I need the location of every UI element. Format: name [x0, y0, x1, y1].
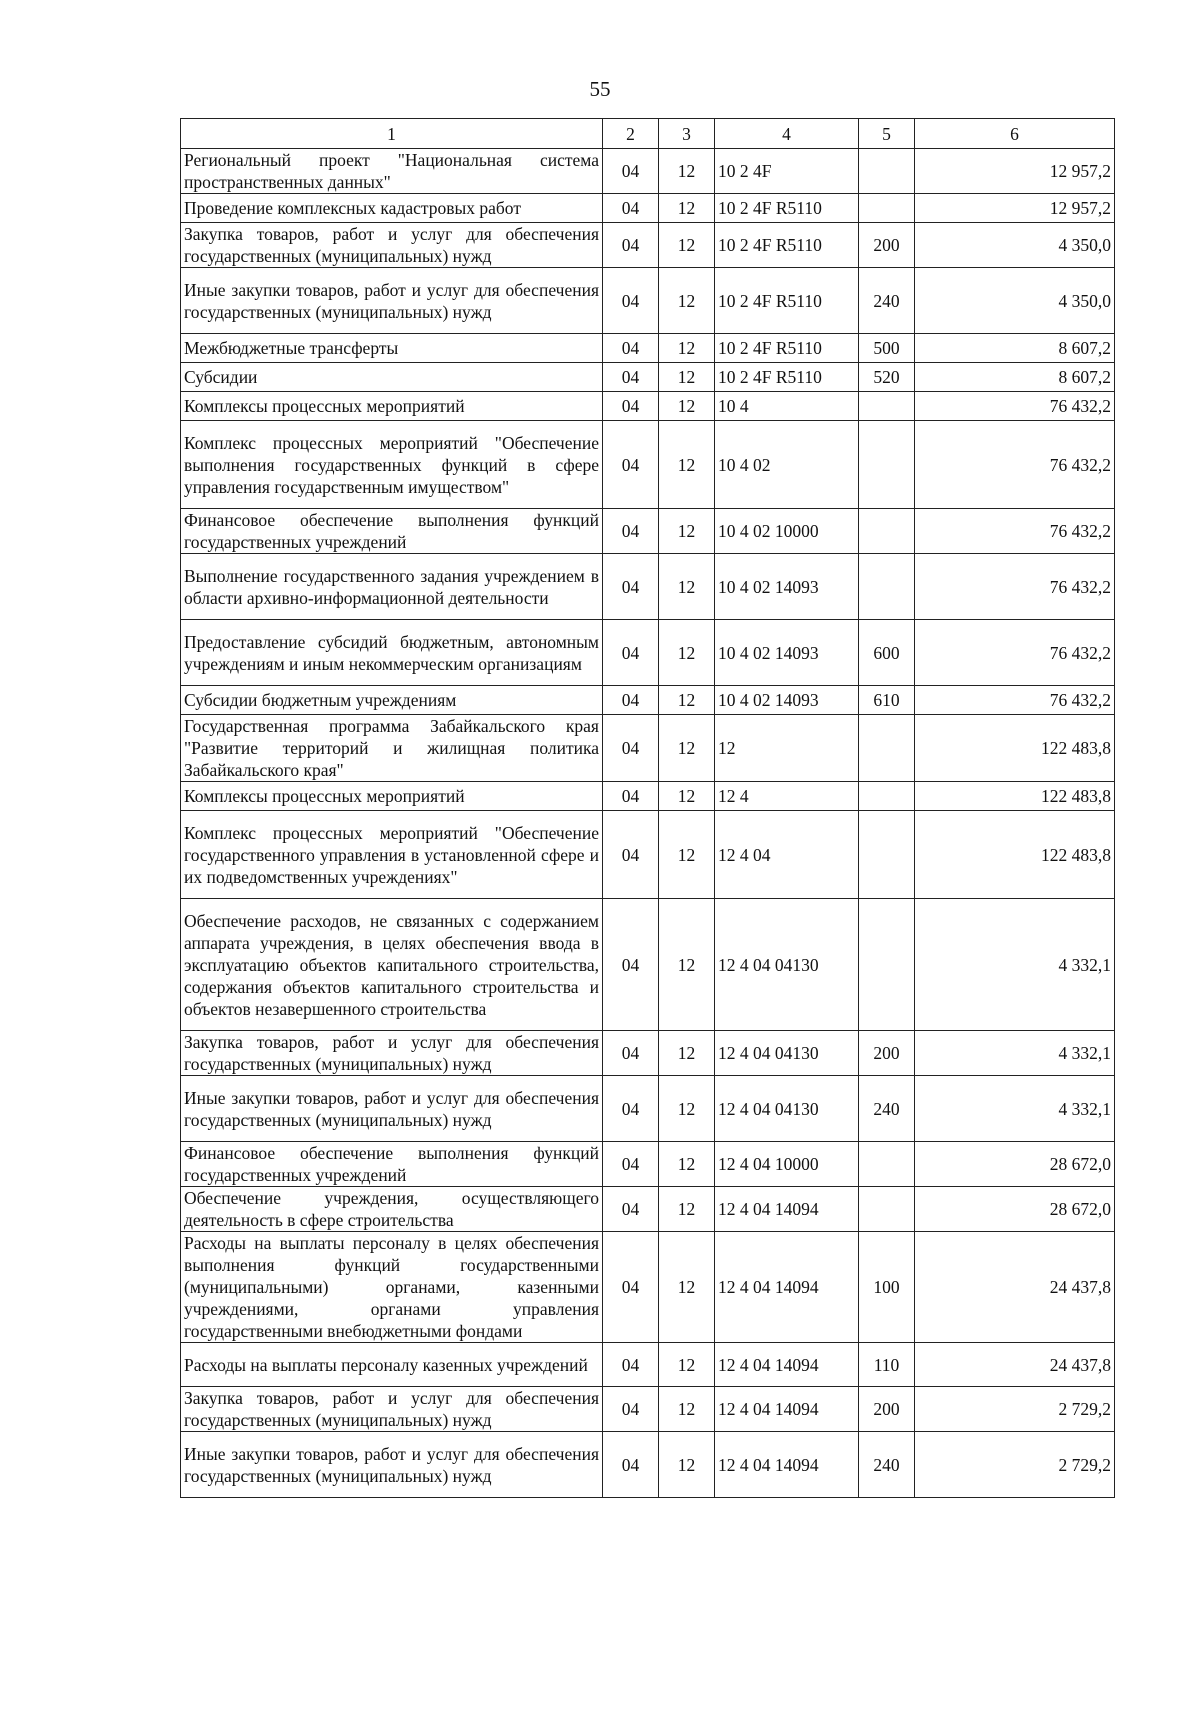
row-amount-cell: 4 332,1: [915, 1031, 1115, 1076]
row-code-2-cell: 04: [603, 620, 659, 686]
table-row: [181, 392, 1115, 421]
row-code-2-cell: 04: [603, 1232, 659, 1343]
row-code-4-cell: 10 4: [715, 392, 859, 421]
row-code-5-cell: 500: [859, 334, 915, 363]
table-header: [181, 119, 1115, 149]
row-code-3-cell: 12: [659, 686, 715, 715]
row-code-3-cell: 12: [659, 554, 715, 620]
row-code-3-cell: 12: [659, 899, 715, 1031]
row-code-5-cell: 240: [859, 268, 915, 334]
row-amount-cell: 76 432,2: [915, 620, 1115, 686]
row-name-cell: Иные закупки товаров, работ и услуг для обеспечения государственных (муниципальных) нужд: [181, 1432, 603, 1498]
row-code-3-cell: 12: [659, 1076, 715, 1142]
row-code-5-cell: [859, 715, 915, 782]
row-name-cell: Выполнение государственного задания учреждением в области архивно-информационной деятельности: [181, 554, 603, 620]
table-row: [181, 223, 1115, 268]
row-code-3-cell: 12: [659, 620, 715, 686]
row-code-3-cell: 12: [659, 268, 715, 334]
row-code-5-cell: [859, 392, 915, 421]
row-code-3-cell: 12: [659, 1031, 715, 1076]
row-code-5-cell: 200: [859, 1031, 915, 1076]
row-name-cell: Субсидии бюджетным учреждениям: [181, 686, 603, 715]
table-row: [181, 1432, 1115, 1498]
row-code-3-cell: 12: [659, 1387, 715, 1432]
row-amount-cell: 122 483,8: [915, 782, 1115, 811]
row-code-4-cell: 10 2 4F R5110: [715, 334, 859, 363]
row-amount-cell: 76 432,2: [915, 509, 1115, 554]
row-code-3-cell: 12: [659, 194, 715, 223]
row-code-3-cell: 12: [659, 811, 715, 899]
table-row: [181, 686, 1115, 715]
table-row: [181, 1031, 1115, 1076]
row-code-3-cell: 12: [659, 782, 715, 811]
row-code-4-cell: 12 4 04 04130: [715, 899, 859, 1031]
row-code-4-cell: 12: [715, 715, 859, 782]
row-name-cell: Комплексы процессных мероприятий: [181, 782, 603, 811]
table-row: [181, 149, 1115, 194]
row-name-cell: Обеспечение расходов, не связанных с содержанием аппарата учреждения, в целях обеспечения ввода в эксплуатацию объектов капитального строительства, содержания объектов капитального строительства и объектов незавершенного строительства: [181, 899, 603, 1031]
row-code-3-cell: 12: [659, 509, 715, 554]
row-amount-cell: 24 437,8: [915, 1232, 1115, 1343]
row-name-cell: Предоставление субсидий бюджетным, автономным учреждениям и иным некоммерческим организациям: [181, 620, 603, 686]
column-header-3: 3: [659, 119, 715, 149]
row-code-2-cell: 04: [603, 363, 659, 392]
budget-table: [180, 118, 1115, 1498]
row-name-cell: Субсидии: [181, 363, 603, 392]
row-amount-cell: 122 483,8: [915, 715, 1115, 782]
row-code-2-cell: 04: [603, 686, 659, 715]
table-row: [181, 334, 1115, 363]
row-code-5-cell: 240: [859, 1076, 915, 1142]
row-code-4-cell: 12 4: [715, 782, 859, 811]
row-name-cell: Комплекс процессных мероприятий "Обеспечение государственного управления в установленной сфере и их подведомственных учреждениях": [181, 811, 603, 899]
row-name-cell: Иные закупки товаров, работ и услуг для обеспечения государственных (муниципальных) нужд: [181, 268, 603, 334]
column-header-2: 2: [603, 119, 659, 149]
row-code-5-cell: 110: [859, 1343, 915, 1387]
row-code-5-cell: [859, 811, 915, 899]
table-row: [181, 1187, 1115, 1232]
row-name-cell: Региональный проект "Национальная система пространственных данных": [181, 149, 603, 194]
row-name-cell: Проведение комплексных кадастровых работ: [181, 194, 603, 223]
row-amount-cell: 28 672,0: [915, 1142, 1115, 1187]
row-code-2-cell: 04: [603, 1432, 659, 1498]
row-code-4-cell: 12 4 04 14094: [715, 1343, 859, 1387]
row-code-5-cell: [859, 509, 915, 554]
row-name-cell: Иные закупки товаров, работ и услуг для обеспечения государственных (муниципальных) нужд: [181, 1076, 603, 1142]
row-code-4-cell: 12 4 04 10000: [715, 1142, 859, 1187]
row-amount-cell: 4 332,1: [915, 1076, 1115, 1142]
row-code-4-cell: 12 4 04 14094: [715, 1432, 859, 1498]
row-code-2-cell: 04: [603, 782, 659, 811]
row-code-4-cell: 10 2 4F R5110: [715, 363, 859, 392]
table-row: [181, 1232, 1115, 1343]
column-header-6: 6: [915, 119, 1115, 149]
row-name-cell: Закупка товаров, работ и услуг для обеспечения государственных (муниципальных) нужд: [181, 223, 603, 268]
row-code-5-cell: [859, 194, 915, 223]
row-amount-cell: 24 437,8: [915, 1343, 1115, 1387]
row-amount-cell: 2 729,2: [915, 1387, 1115, 1432]
table-row: [181, 421, 1115, 509]
column-header-5: 5: [859, 119, 915, 149]
header-row: [181, 119, 1115, 149]
row-amount-cell: 28 672,0: [915, 1187, 1115, 1232]
row-code-3-cell: 12: [659, 1142, 715, 1187]
row-code-3-cell: 12: [659, 421, 715, 509]
row-code-5-cell: 520: [859, 363, 915, 392]
row-amount-cell: 122 483,8: [915, 811, 1115, 899]
row-code-2-cell: 04: [603, 392, 659, 421]
row-code-4-cell: 12 4 04 14094: [715, 1387, 859, 1432]
column-header-1: 1: [181, 119, 603, 149]
row-name-cell: Закупка товаров, работ и услуг для обеспечения государственных (муниципальных) нужд: [181, 1387, 603, 1432]
row-name-cell: Комплекс процессных мероприятий "Обеспечение выполнения государственных функций в сфере управления государственным имуществом": [181, 421, 603, 509]
table-row: [181, 715, 1115, 782]
table-row: [181, 554, 1115, 620]
row-name-cell: Межбюджетные трансферты: [181, 334, 603, 363]
row-code-3-cell: 12: [659, 363, 715, 392]
row-code-4-cell: 10 2 4F R5110: [715, 194, 859, 223]
row-code-2-cell: 04: [603, 334, 659, 363]
row-code-5-cell: [859, 782, 915, 811]
row-name-cell: Расходы на выплаты персоналу казенных учреждений: [181, 1343, 603, 1387]
row-amount-cell: 4 350,0: [915, 268, 1115, 334]
row-code-2-cell: 04: [603, 223, 659, 268]
row-code-5-cell: [859, 149, 915, 194]
row-code-4-cell: 10 4 02 14093: [715, 554, 859, 620]
row-code-5-cell: [859, 899, 915, 1031]
row-code-2-cell: 04: [603, 1142, 659, 1187]
row-amount-cell: 8 607,2: [915, 363, 1115, 392]
row-code-4-cell: 10 4 02: [715, 421, 859, 509]
row-name-cell: Обеспечение учреждения, осуществляющего деятельность в сфере строительства: [181, 1187, 603, 1232]
row-code-3-cell: 12: [659, 1232, 715, 1343]
row-code-2-cell: 04: [603, 1031, 659, 1076]
row-amount-cell: 76 432,2: [915, 686, 1115, 715]
row-code-5-cell: 610: [859, 686, 915, 715]
row-code-4-cell: 10 4 02 14093: [715, 620, 859, 686]
row-code-2-cell: 04: [603, 1076, 659, 1142]
row-amount-cell: 12 957,2: [915, 194, 1115, 223]
row-code-4-cell: 10 4 02 10000: [715, 509, 859, 554]
row-name-cell: Государственная программа Забайкальского края "Развитие территорий и жилищная политика Забайкальского края": [181, 715, 603, 782]
table-row: [181, 1076, 1115, 1142]
row-code-5-cell: 240: [859, 1432, 915, 1498]
column-header-4: 4: [715, 119, 859, 149]
row-name-cell: Комплексы процессных мероприятий: [181, 392, 603, 421]
row-code-2-cell: 04: [603, 268, 659, 334]
row-code-3-cell: 12: [659, 392, 715, 421]
row-code-2-cell: 04: [603, 899, 659, 1031]
table-row: [181, 899, 1115, 1031]
row-code-2-cell: 04: [603, 149, 659, 194]
row-code-4-cell: 10 2 4F R5110: [715, 268, 859, 334]
row-code-3-cell: 12: [659, 223, 715, 268]
row-code-4-cell: 12 4 04 04130: [715, 1076, 859, 1142]
table-row: [181, 363, 1115, 392]
table-body: [181, 149, 1115, 1498]
row-amount-cell: 76 432,2: [915, 554, 1115, 620]
row-code-3-cell: 12: [659, 334, 715, 363]
row-code-2-cell: 04: [603, 509, 659, 554]
row-code-5-cell: 600: [859, 620, 915, 686]
row-code-2-cell: 04: [603, 554, 659, 620]
row-code-3-cell: 12: [659, 1187, 715, 1232]
row-code-3-cell: 12: [659, 1343, 715, 1387]
row-code-5-cell: [859, 1187, 915, 1232]
page-number: 55: [589, 77, 611, 101]
row-name-cell: Расходы на выплаты персоналу в целях обеспечения выполнения функций государственными (муниципальными) органами, казенными учреждениями, органами управления государственными внебюджетными фондами: [181, 1232, 603, 1343]
row-code-2-cell: 04: [603, 715, 659, 782]
row-name-cell: Финансовое обеспечение выполнения функций государственных учреждений: [181, 509, 603, 554]
table-row: [181, 1387, 1115, 1432]
row-code-4-cell: 10 2 4F R5110: [715, 223, 859, 268]
row-code-4-cell: 12 4 04 14094: [715, 1232, 859, 1343]
row-code-4-cell: 10 4 02 14093: [715, 686, 859, 715]
row-name-cell: Закупка товаров, работ и услуг для обеспечения государственных (муниципальных) нужд: [181, 1031, 603, 1076]
row-code-2-cell: 04: [603, 1187, 659, 1232]
row-code-2-cell: 04: [603, 1387, 659, 1432]
table-row: [181, 1343, 1115, 1387]
row-code-4-cell: 10 2 4F: [715, 149, 859, 194]
row-code-5-cell: 200: [859, 223, 915, 268]
row-code-2-cell: 04: [603, 194, 659, 223]
row-code-2-cell: 04: [603, 421, 659, 509]
row-code-5-cell: [859, 421, 915, 509]
row-code-3-cell: 12: [659, 149, 715, 194]
row-name-cell: Финансовое обеспечение выполнения функций государственных учреждений: [181, 1142, 603, 1187]
row-code-2-cell: 04: [603, 811, 659, 899]
row-amount-cell: 4 350,0: [915, 223, 1115, 268]
table-row: [181, 1142, 1115, 1187]
row-amount-cell: 4 332,1: [915, 899, 1115, 1031]
row-code-3-cell: 12: [659, 715, 715, 782]
row-code-3-cell: 12: [659, 1432, 715, 1498]
row-code-4-cell: 12 4 04: [715, 811, 859, 899]
row-code-2-cell: 04: [603, 1343, 659, 1387]
table-row: [181, 509, 1115, 554]
row-code-4-cell: 12 4 04 04130: [715, 1031, 859, 1076]
row-code-5-cell: [859, 1142, 915, 1187]
row-amount-cell: 76 432,2: [915, 392, 1115, 421]
table-row: [181, 620, 1115, 686]
row-amount-cell: 12 957,2: [915, 149, 1115, 194]
row-code-5-cell: 200: [859, 1387, 915, 1432]
row-code-5-cell: [859, 554, 915, 620]
table-row: [181, 782, 1115, 811]
row-amount-cell: 76 432,2: [915, 421, 1115, 509]
row-code-5-cell: 100: [859, 1232, 915, 1343]
row-amount-cell: 8 607,2: [915, 334, 1115, 363]
table-row: [181, 811, 1115, 899]
table-row: [181, 268, 1115, 334]
row-amount-cell: 2 729,2: [915, 1432, 1115, 1498]
table-row: [181, 194, 1115, 223]
row-code-4-cell: 12 4 04 14094: [715, 1187, 859, 1232]
